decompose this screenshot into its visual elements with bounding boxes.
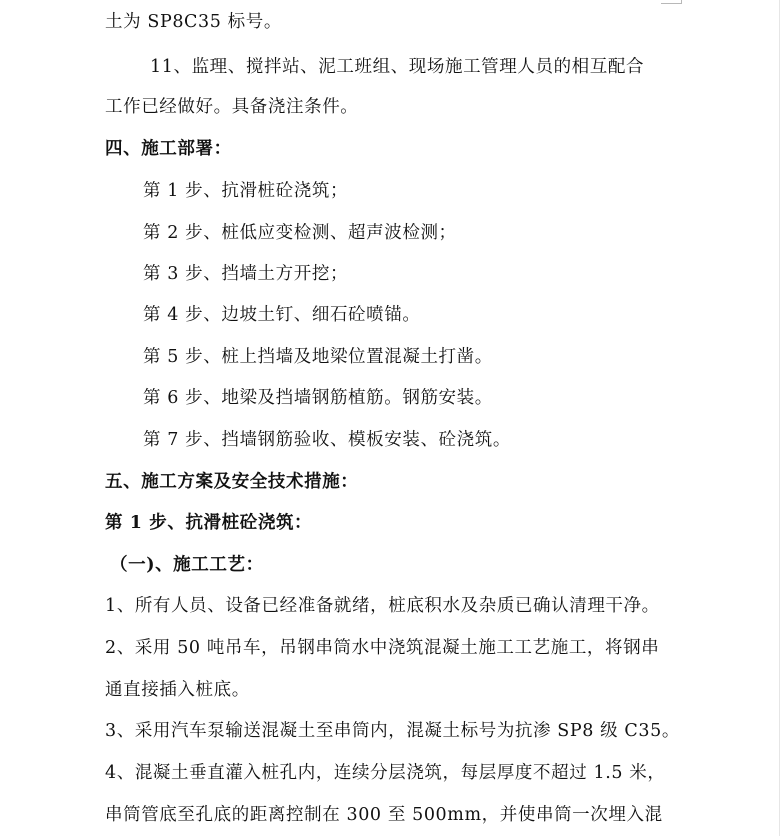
text-line: 4、混凝土垂直灌入桩孔内，连续分层浇筑，每层厚度不超过 1.5 米， [105,763,666,783]
text-line: 土为 SP8C35 标号。 [105,12,282,32]
step-item: 第 3 步、挡墙土方开挖； [143,264,349,284]
page-corner-mark [661,0,682,4]
section-heading: 四、施工部署： [105,139,232,159]
text-line: 串筒管底至孔底的距离控制在 300 至 500mm，并使串筒一次埋入混 [105,805,663,825]
subsection-heading: （一)、施工工艺： [110,555,264,575]
step-item: 第 5 步、桩上挡墙及地梁位置混凝土打凿。 [143,347,493,367]
step-item: 第 2 步、桩低应变检测、超声波检测； [143,223,457,243]
section-heading: 五、施工方案及安全技术措施： [105,472,359,492]
step-item: 第 6 步、地梁及挡墙钢筋植筋。钢筋安装。 [143,388,493,408]
text-line: 通直接插入桩底。 [105,680,250,700]
text-line: 2、采用 50 吨吊车，吊钢串筒水中浇筑混凝土施工工艺施工，将钢串 [105,638,660,658]
step-item: 第 1 步、抗滑桩砼浇筑； [143,181,349,201]
subsection-heading: 第 1 步、抗滑桩砼浇筑： [105,513,313,533]
step-item: 第 7 步、挡墙钢筋验收、模板安装、砼浇筑。 [143,430,511,450]
text-line: 1、所有人员、设备已经准备就绪，桩底积水及杂质已确认清理干净。 [105,596,660,616]
step-item: 第 4 步、边坡土钉、细石砼喷锚。 [143,305,421,325]
text-line: 工作已经做好。具备浇注条件。 [105,97,359,117]
text-line: 11、监理、搅拌站、泥工班组、现场施工管理人员的相互配合 [150,57,645,77]
text-line: 3、采用汽车泵输送混凝土至串筒内，混凝土标号为抗渗 SP8 级 C35。 [105,721,680,741]
